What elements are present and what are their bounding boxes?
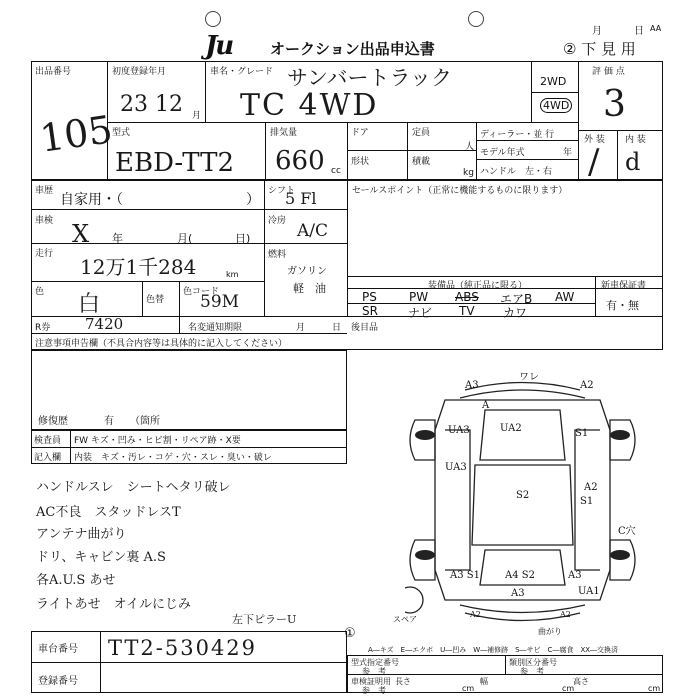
entry-label: 記入欄 xyxy=(34,453,62,463)
equip-pw: PW xyxy=(409,290,429,304)
car-label-right-front: S1 xyxy=(575,428,589,439)
handle-label: ハンドル 左・右 xyxy=(480,167,553,177)
equip-aw: AW xyxy=(555,290,575,304)
car-label-spare: スペア xyxy=(393,615,417,624)
equip-ps: PS xyxy=(362,290,377,304)
damage-legend: A―キズ E―エクボ U―凹み W―補修跡 S―サビ C―腐食 XX―交換済 xyxy=(368,646,619,654)
form-title: オークション出品申込書 xyxy=(270,40,435,58)
capacity-unit: 人 xyxy=(465,142,475,152)
color-change-label: 色替 xyxy=(146,295,165,305)
car-label-rear-right2: UA1 xyxy=(578,586,600,597)
punch-hole-left xyxy=(205,11,221,27)
car-label-left-rear: A3 S1 xyxy=(450,570,480,581)
car-label-rear-mid2: A3 xyxy=(511,588,525,599)
height-label: 高さ xyxy=(573,677,589,686)
fuel-diesel: 軽 油 xyxy=(293,282,326,295)
car-name-label: 車名・グレード xyxy=(210,67,274,77)
type-label: 型式指定番号 xyxy=(351,658,399,667)
car-label-rear-right: A3 xyxy=(568,570,582,581)
usage-close: ） xyxy=(246,192,260,208)
registration-label: 登録番号 xyxy=(38,676,78,687)
class-label: 類別区分番号 xyxy=(509,658,557,667)
model-label: 型式 xyxy=(112,128,131,138)
class-ref: 参 考 xyxy=(520,667,544,676)
chassis-value: TT2-530429 xyxy=(108,636,258,660)
car-label-center: S2 xyxy=(516,490,530,501)
date-suffix: AA xyxy=(650,24,662,33)
selling-points-label: セールスポイント（正常に機能するものに限ります） xyxy=(352,186,568,196)
repair-value: 有 xyxy=(104,416,114,427)
ac-value: A/C xyxy=(297,221,329,241)
repair-label: 修復歴 xyxy=(38,416,68,427)
ac-label: 冷房 xyxy=(268,216,287,226)
inspection-label: 車検 xyxy=(35,216,54,226)
first-reg-unit: 月 xyxy=(192,111,202,121)
note-extra: 左下ピラーU xyxy=(232,613,297,626)
first-reg-label: 初度登録年月 xyxy=(112,67,167,77)
warranty-label: 新車保証書 xyxy=(601,281,647,291)
notes-label: 注意事項申告欄（不具合内容等は具体的に記入してください） xyxy=(35,339,288,349)
rear-seat-label: 後目品 xyxy=(351,323,379,333)
model-value: EBD-TT2 xyxy=(115,148,234,178)
car-label-bent: 曲がり xyxy=(538,627,562,636)
color-value: 白 xyxy=(78,292,101,317)
equip-airbag: エアB xyxy=(500,292,533,306)
inspection-month: 月( xyxy=(177,232,193,245)
capacity-label: 定員 xyxy=(412,128,431,138)
ju-logo: Ju xyxy=(205,31,233,61)
car-label-right-mid2: S1 xyxy=(580,496,594,507)
car-label-top-a: A xyxy=(482,400,490,411)
car-label-top-left: A3 xyxy=(465,380,479,391)
exterior-value: / xyxy=(588,142,600,182)
mileage-label: 走行 xyxy=(35,249,54,259)
repair-place: （箇所 xyxy=(130,416,160,427)
car-label-rear-mid: A4 S2 xyxy=(505,570,535,581)
drive-4wd: 4WD xyxy=(540,98,572,113)
color-code-label: 色コード xyxy=(183,287,220,297)
note-line-5: 各A.U.S あせ xyxy=(36,573,116,588)
usage-label: 車歴 xyxy=(35,186,54,196)
equip-leather: カワ xyxy=(503,306,528,320)
car-label-top-mid: ワレ xyxy=(519,372,539,383)
door-label: ドア xyxy=(351,128,369,138)
interior-value: d xyxy=(625,148,641,176)
model-year-unit: 年 xyxy=(563,148,573,158)
car-label-right-mid: A2 xyxy=(584,482,598,493)
rename-day: 日 xyxy=(332,323,342,333)
chassis-circle: ① xyxy=(344,626,356,641)
dealer-label: ディーラー・並 行 xyxy=(480,130,555,140)
first-reg-value: 23 12 xyxy=(120,92,183,117)
lot-value: 105 xyxy=(37,107,116,161)
load-label: 積載 xyxy=(412,157,431,167)
displacement-unit: cc xyxy=(331,166,341,176)
cert-label: 車検証明用 xyxy=(351,677,391,686)
equip-tv: TV xyxy=(459,304,475,318)
grade-score: 3 xyxy=(603,84,626,125)
entry-row: 内装 キズ・汚レ・コゲ・穴・スレ・臭い・破レ xyxy=(74,453,272,463)
equip-abs: ABS xyxy=(455,290,479,304)
grade-value: TC 4WD xyxy=(240,88,379,123)
lot-label: 出品番号 xyxy=(35,67,72,77)
inspector-label: 検査員 xyxy=(34,436,62,446)
note-line-3: アンテナ曲がり xyxy=(36,527,127,542)
width-cm: cm xyxy=(562,684,575,693)
punch-hole-right xyxy=(468,11,484,27)
inspection-day: 日) xyxy=(235,232,251,245)
drive-2wd: 2WD xyxy=(540,75,567,88)
type-ref: 参 考 xyxy=(362,667,386,676)
mileage-value: 12万1千284 xyxy=(80,255,197,279)
equipment-label: 装備品（純正品に限る） xyxy=(428,281,528,291)
car-label-left-front: UA3 xyxy=(448,425,470,436)
car-label-right-c: C穴 xyxy=(618,526,636,537)
color-label: 色 xyxy=(35,287,45,297)
equip-navi: ナビ xyxy=(408,306,433,320)
length-label: 長さ xyxy=(395,677,411,686)
note-line-6: ライトあせ オイルにじみ xyxy=(36,597,191,612)
chassis-label: 車台番号 xyxy=(38,644,78,655)
recycle-value: 7420 xyxy=(85,315,124,333)
load-unit: kg xyxy=(463,168,474,178)
exterior-label: 外 装 xyxy=(584,135,605,145)
rename-label: 名変通知期限 xyxy=(188,323,243,333)
car-label-top-right: A2 xyxy=(580,380,594,391)
shift-label: シフト xyxy=(268,186,296,196)
color-code-value: 59M xyxy=(200,292,240,312)
equip-sr: SR xyxy=(362,304,378,318)
rename-month: 月 xyxy=(296,323,306,333)
note-line-2: AC不良 スタッドレスT xyxy=(36,505,181,520)
displacement-value: 660 xyxy=(275,146,325,176)
car-label-bottom-a: A2 xyxy=(470,610,481,619)
fuel-gasoline: ガソリン xyxy=(287,266,327,277)
note-line-1: ハンドルスレ シートヘタリ破レ xyxy=(36,480,231,495)
shift-value: 5 Fl xyxy=(285,189,317,208)
recycle-label: R券 xyxy=(35,323,51,333)
grade-score-label: 評 価 点 xyxy=(592,67,625,77)
date-month: 月 xyxy=(592,26,602,37)
inspector-row: FW キズ・凹み・ヒビ割・リペア跡・X要 xyxy=(74,436,241,446)
width-label: 幅 xyxy=(480,677,488,686)
car-label-left-mid: UA3 xyxy=(445,462,467,473)
fuel-label: 燃料 xyxy=(268,250,287,260)
inspection-year: 年 xyxy=(112,232,123,245)
car-name-value: サンバートラック xyxy=(287,66,453,90)
notes-box xyxy=(31,350,347,430)
inspection-value: X xyxy=(72,220,90,248)
warranty-value: 有・無 xyxy=(606,299,639,312)
date-day: 日 xyxy=(634,26,644,37)
length-cm: cm xyxy=(462,684,475,693)
displacement-label: 排気量 xyxy=(270,128,298,138)
height-cm: cm xyxy=(648,684,661,693)
note-line-4: ドリ、キャビン裏 A.S xyxy=(36,550,166,565)
car-label-hood: UA2 xyxy=(500,423,522,434)
shape-label: 形状 xyxy=(351,157,370,167)
usage-value: 自家用・（ xyxy=(60,192,123,208)
interior-label: 内 装 xyxy=(625,135,646,145)
cert-ref: 参 考 xyxy=(362,686,386,695)
mileage-unit: km xyxy=(226,270,239,279)
model-year-label: モデル年式 xyxy=(480,148,525,158)
copy-label: ② 下 見 用 xyxy=(563,40,636,58)
car-label-bottom-a2: A2 xyxy=(560,610,571,619)
